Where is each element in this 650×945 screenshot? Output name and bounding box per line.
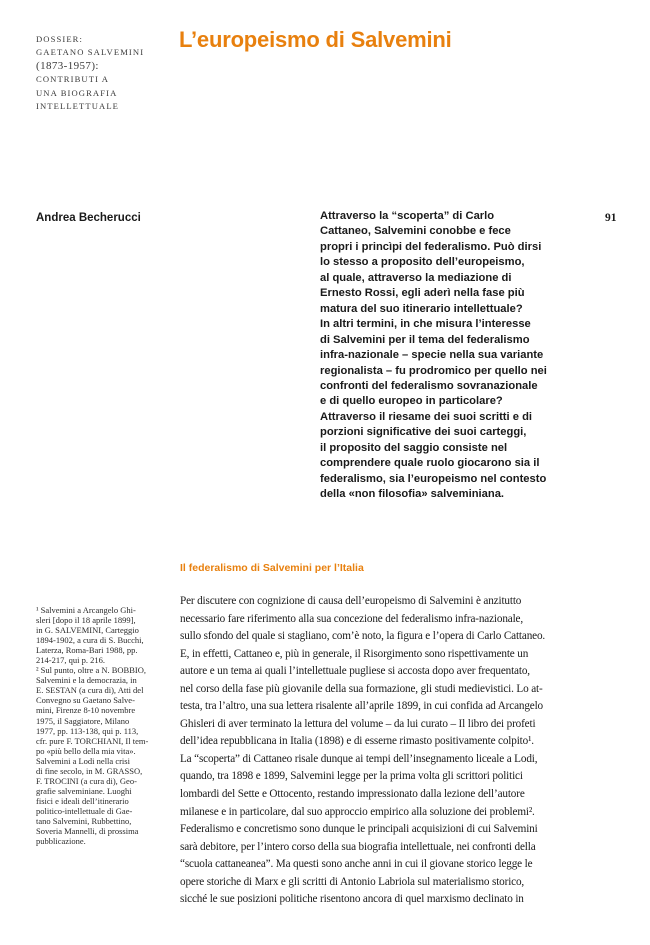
dossier-line: (1873-1957): xyxy=(36,59,99,72)
abstract-line: al quale, attraverso la mediazione di xyxy=(320,271,512,284)
footnote-line: F. TROCINI (a cura di), Geo- xyxy=(36,775,137,786)
abstract-line: porzioni significative dei suoi carteggi, xyxy=(320,426,527,439)
footnotes xyxy=(36,605,171,846)
dossier-line: GAETANO SALVEMINI xyxy=(36,47,145,58)
abstract-line: lo stesso a proposito dell’europeismo, xyxy=(320,256,525,269)
abstract-line: propri i princìpi del federalismo. Può dirsi xyxy=(320,240,542,253)
footnote-line: po «più bello della mia vita». xyxy=(36,745,136,756)
dossier-label xyxy=(36,33,176,113)
abstract-line: regionalista – fu prodromico per quello nei xyxy=(320,364,547,377)
page-number: 91 xyxy=(605,212,617,224)
body-line: Ghisleri di aver terminato la lettura del volume – da lui curato – Il libro dei profeti xyxy=(180,717,536,730)
footnote-line: politico-intellettuale di Gae- xyxy=(36,805,133,816)
footnote-line: cfr. pure F. TORCHIANI, Il tem- xyxy=(36,735,149,746)
abstract-line: comprendere quale ruolo giocarono sia il xyxy=(320,457,540,470)
abstract-line: Cattaneo, Salvemini conobbe e fece xyxy=(320,225,511,238)
footnote-line: 1977, pp. 113-138, qui p. 113, xyxy=(36,725,139,736)
footnote-line: 1975, il Saggiatore, Milano xyxy=(36,715,130,726)
body-text xyxy=(180,593,590,909)
footnote-line: ² Sul punto, oltre a N. BOBBIO, xyxy=(36,665,146,676)
footnote-line: in G. SALVEMINI, Carteggio xyxy=(36,625,139,636)
footnote-line: pubblicazione. xyxy=(36,836,86,847)
author-name: Andrea Becherucci xyxy=(36,212,141,224)
abstract-line: della «non filosofia» salveminiana. xyxy=(320,488,505,501)
footnote-line: ¹ Salvemini a Arcangelo Ghi- xyxy=(36,605,136,615)
abstract-line: Attraverso la “scoperta” di Carlo xyxy=(320,210,495,222)
abstract xyxy=(320,209,620,503)
body-line: milanese e in particolare, dal suo approccio empirico alla soluzione dei problemi². xyxy=(180,805,535,818)
body-line: lombardi del Sette e Ottocento, restando impressionato dalla lezione dell’autore xyxy=(180,788,525,801)
abstract-line: infra-nazionale – specie nella sua variante xyxy=(320,349,544,362)
abstract-line: confronti del federalismo sovranazionale xyxy=(320,379,538,392)
abstract-line: matura del suo itinerario intellettuale? xyxy=(320,302,523,315)
body-line: sarà debitore, per l’intero corso della sua biografia intellettuale, nei confronti della xyxy=(180,840,536,853)
body-line: E, in effetti, Cattaneo e, più in generale, il Risorgimento sono rispettivamente un xyxy=(180,647,529,660)
article-title: L’europeismo di Salvemini xyxy=(179,27,452,52)
footnote-line: fisici e ideali dell’itinerario xyxy=(36,795,129,806)
footnote-line: mini, Firenze 8-10 novembre xyxy=(36,705,136,716)
footnote-line: di fine secolo, in M. GRASSO, xyxy=(36,765,143,776)
dossier-line: CONTRIBUTI A xyxy=(36,74,110,85)
body-line: sullo sfondo del quale si stagliano, com’è noto, la figura e l’opera di Carlo Cattaneo. xyxy=(180,630,546,643)
footnote-line: 1894-1902, a cura di S. Bucchi, xyxy=(36,635,144,646)
dossier-line: UNA BIOGRAFIA xyxy=(36,87,118,98)
footnote-line: grafie salveminiane. Luoghi xyxy=(36,785,132,796)
abstract-line: Attraverso il riesame dei suoi scritti e di xyxy=(320,410,533,423)
body-line: Per discutere con cognizione di causa dell’europeismo di Salvemini è anzitutto xyxy=(180,595,522,607)
body-line: Federalismo e concretismo sono dunque le principali acquisizioni di cui Salvemini xyxy=(180,823,538,836)
abstract-line: e di quello europeo in particolare? xyxy=(320,395,503,408)
footnote-line: Salvemini a Lodi nella crisi xyxy=(36,755,130,766)
body-line: testa, tra l’altro, una sua lettera risalente all’aprile 1899, in cui confida ad Arcangelo xyxy=(180,700,543,713)
dossier-line: INTELLETTUALE xyxy=(36,101,120,112)
body-line: nel corso della fase più giovanile della sua formazione, gli studi medievistici. Lo at- xyxy=(180,682,543,695)
body-line: autore e un tema ai quali l’intellettuale pugliese si accosta dopo aver frequentato, xyxy=(180,665,530,678)
dossier-line: DOSSIER: xyxy=(36,34,84,44)
abstract-line: In altri termini, in che misura l’interesse xyxy=(320,318,531,331)
section-heading: Il federalismo di Salvemini per l’Italia xyxy=(180,562,364,574)
abstract-line: Ernesto Rossi, egli aderì nella fase più xyxy=(320,287,525,300)
body-line: opere storiche di Marx e gli scritti di Antonio Labriola sul materialismo storico, xyxy=(180,875,525,888)
body-line: dell’idea repubblicana in Italia (1898) e di esserne rimasto positivamente colpito¹. xyxy=(180,735,534,748)
abstract-line: di Salvemini per il tema del federalismo xyxy=(320,333,530,346)
footnote-line: Convegno su Gaetano Salve- xyxy=(36,695,135,706)
body-line: La “scoperta” di Cattaneo risale dunque ai tempi dell’insegnamento liceale a Lodi, xyxy=(180,752,538,765)
body-line: “scuola cattaneanea”. Ma questi sono anche anni in cui il giovane storico legge le xyxy=(180,858,533,871)
abstract-line: il proposito del saggio consiste nel xyxy=(320,441,508,454)
footnote-line: Salvemini e la democrazia, in xyxy=(36,675,137,686)
footnote-line: E. SESTAN (a cura di), Atti del xyxy=(36,685,144,696)
footnote-line: sleri [dopo il 18 aprile 1899], xyxy=(36,615,136,626)
abstract-line: federalismo, sia l’europeismo nel contesto xyxy=(320,472,547,485)
footnote-line: 214-217, qui p. 216. xyxy=(36,655,105,666)
footnote-line: tano Salvemini, Rubbettino, xyxy=(36,815,132,826)
body-line: necessario fare riferimento alla sua concezione del federalismo infra-nazionale, xyxy=(180,612,524,625)
body-line: sicché le sue posizioni politiche risentono ancora di quel marxismo declinato in xyxy=(180,893,524,906)
body-line: quando, tra 1898 e 1899, Salvemini legge per la prima volta gli scrittori politici xyxy=(180,770,523,783)
footnote-line: Laterza, Roma-Bari 1988, pp. xyxy=(36,645,138,656)
footnote-line: Soveria Mannelli, di prossima xyxy=(36,826,139,837)
